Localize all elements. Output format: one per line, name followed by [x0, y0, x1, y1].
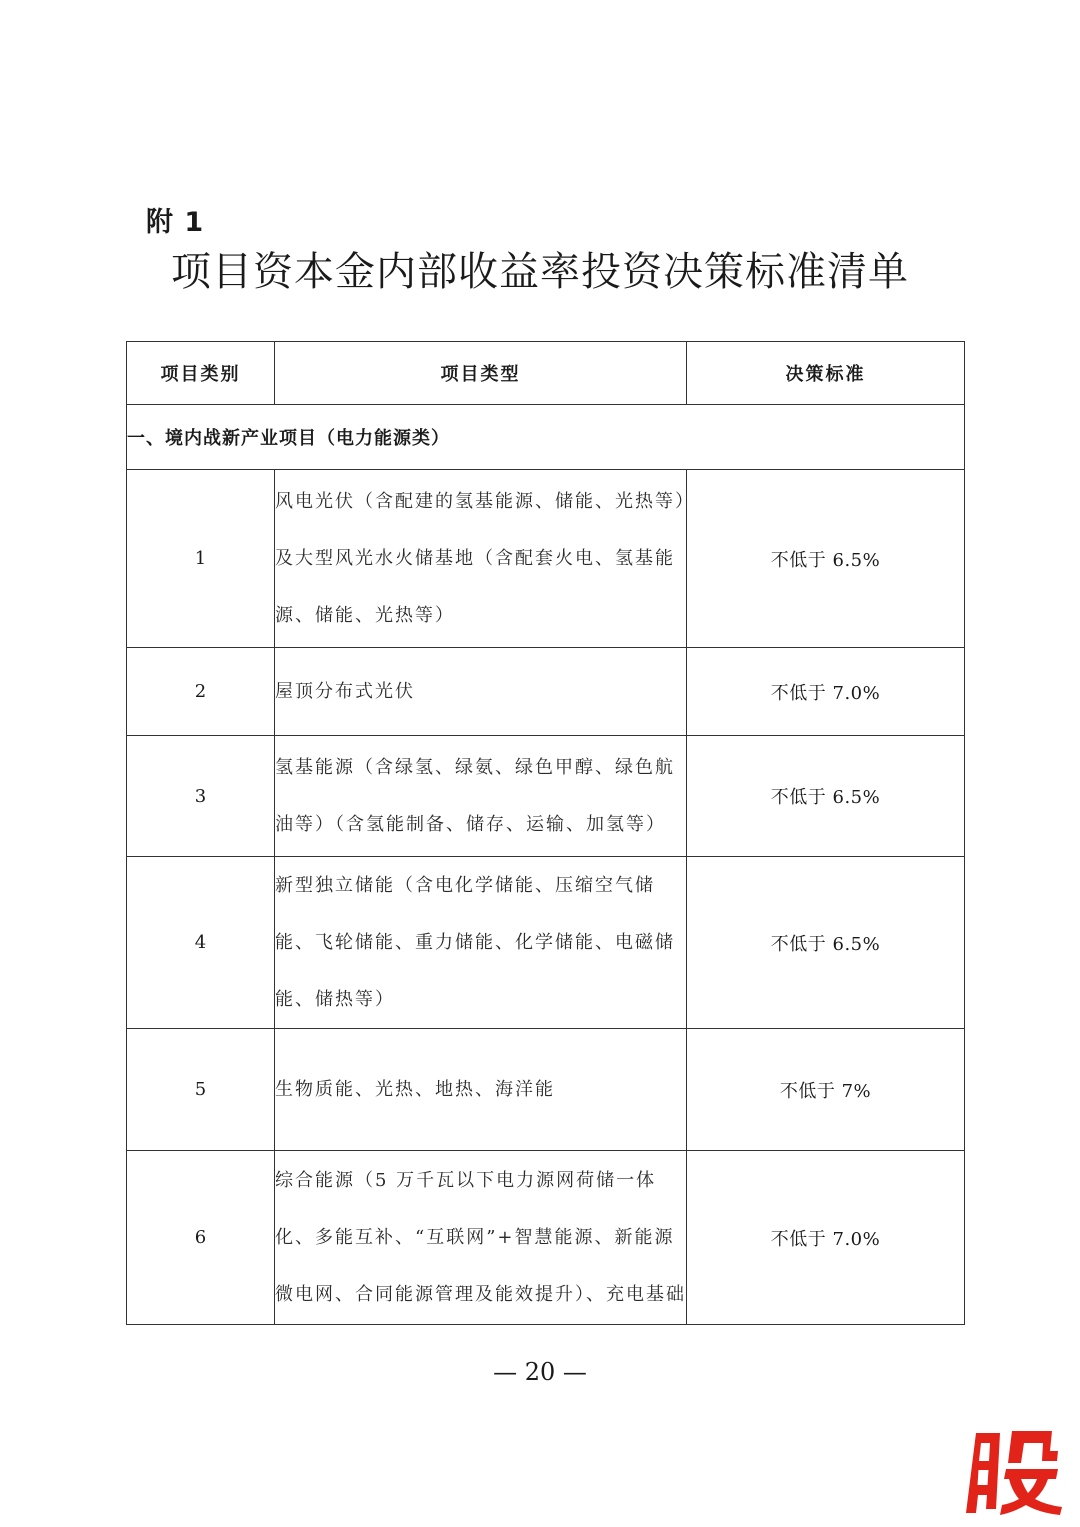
attachment-label: 附 1 [146, 207, 205, 238]
table-row [127, 857, 965, 1029]
table-row [127, 1029, 965, 1151]
criterion-cell: 不低于 7.0% [687, 648, 965, 736]
table-row [127, 470, 965, 648]
project-type-cell: 生物质能、光热、地热、海洋能 [275, 1029, 687, 1151]
row-number: 4 [127, 857, 275, 1029]
project-type-cell: 屋顶分布式光伏 [275, 648, 687, 736]
project-type-cell: 综合能源（5 万千瓦以下电力源网荷储一体化、多能互补、“互联网”+智慧能源、新能源微电网、合同能源管理及能效提升）、充电基础 [275, 1151, 687, 1325]
header-criterion: 决策标准 [687, 342, 965, 405]
section-row [127, 405, 965, 470]
criterion-cell: 不低于 7.0% [687, 1151, 965, 1325]
row-number: 3 [127, 736, 275, 857]
table-header-row [127, 342, 965, 405]
project-type-cell: 风电光伏（含配建的氢基能源、储能、光热等）及大型风光水火储基地（含配套火电、氢基能源、储能、光热等） [275, 470, 687, 648]
standards-table [126, 341, 965, 1325]
criterion-cell: 不低于 6.5% [687, 857, 965, 1029]
criterion-cell: 不低于 6.5% [687, 736, 965, 857]
row-number: 2 [127, 648, 275, 736]
criterion-cell: 不低于 7% [687, 1029, 965, 1151]
table-row [127, 648, 965, 736]
row-number: 1 [127, 470, 275, 648]
watermark-logo-icon [962, 1425, 1067, 1515]
project-type-cell: 新型独立储能（含电化学储能、压缩空气储能、飞轮储能、重力储能、化学储能、电磁储能、储热等） [275, 857, 687, 1029]
row-number: 5 [127, 1029, 275, 1151]
table-row [127, 736, 965, 857]
project-type-cell: 氢基能源（含绿氢、绿氨、绿色甲醇、绿色航油等）（含氢能制备、储存、运输、加氢等） [275, 736, 687, 857]
criterion-cell: 不低于 6.5% [687, 470, 965, 648]
document-title: 项目资本金内部收益率投资决策标准清单 [171, 249, 909, 295]
header-project-type: 项目类型 [275, 342, 687, 405]
section-title: 一、境内战新产业项目（电力能源类） [127, 405, 965, 470]
table-row [127, 1151, 965, 1325]
page-number: — 20 — [493, 1358, 587, 1386]
header-category: 项目类别 [127, 342, 275, 405]
row-number: 6 [127, 1151, 275, 1325]
